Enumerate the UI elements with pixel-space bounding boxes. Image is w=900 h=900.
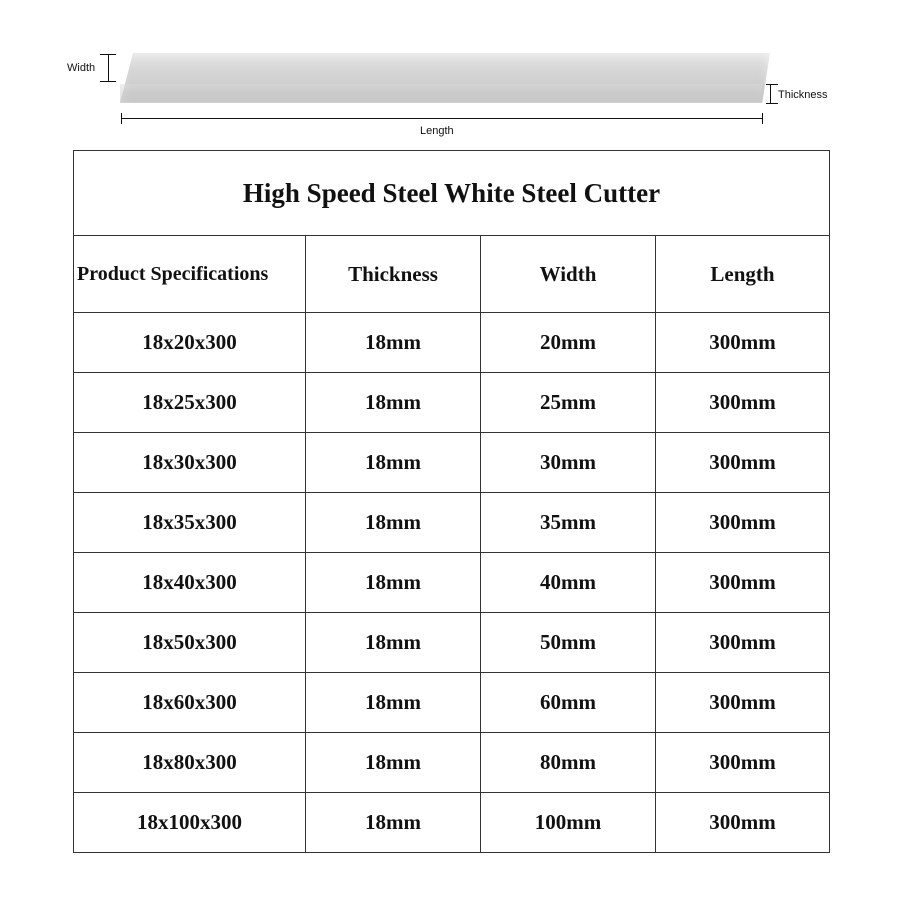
- table-row: [74, 733, 830, 793]
- table-row: [74, 553, 830, 613]
- length-cell: 300mm: [656, 373, 830, 433]
- spec-cell: 18x100x300: [74, 793, 306, 853]
- spec-cell: 18x30x300: [74, 433, 306, 493]
- length-cell: 300mm: [656, 493, 830, 553]
- width-dimension-top-tick: [100, 54, 116, 55]
- table-row: [74, 613, 830, 673]
- thickness-cell: 18mm: [306, 553, 481, 613]
- length-cell: 300mm: [656, 553, 830, 613]
- length-cell: 300mm: [656, 613, 830, 673]
- cutter-dimension-diagram: [0, 0, 900, 145]
- thickness-dimension-line: [770, 84, 771, 103]
- spec-cell: 18x60x300: [74, 673, 306, 733]
- width-cell: 30mm: [481, 433, 656, 493]
- length-dimension-right-tick: [762, 113, 763, 124]
- table-title: High Speed Steel White Steel Cutter: [74, 151, 830, 236]
- thickness-cell: 18mm: [306, 673, 481, 733]
- length-cell: 300mm: [656, 793, 830, 853]
- column-header-width: Width: [481, 236, 656, 313]
- thickness-cell: 18mm: [306, 793, 481, 853]
- length-cell: 300mm: [656, 673, 830, 733]
- thickness-cell: 18mm: [306, 433, 481, 493]
- thickness-cell: 18mm: [306, 373, 481, 433]
- table-row: [74, 493, 830, 553]
- length-dimension-left-tick: [121, 113, 122, 124]
- steel-bar-side-face: [120, 84, 762, 102]
- spec-cell: 18x20x300: [74, 313, 306, 373]
- width-cell: 50mm: [481, 613, 656, 673]
- table-row: [74, 793, 830, 853]
- length-dimension-line: [121, 118, 763, 119]
- table-header-row: [74, 236, 830, 313]
- thickness-cell: 18mm: [306, 613, 481, 673]
- width-cell: 20mm: [481, 313, 656, 373]
- width-label: Width: [67, 62, 96, 74]
- thickness-dimension-bottom-tick: [766, 103, 778, 104]
- width-cell: 40mm: [481, 553, 656, 613]
- table-title-row: [74, 151, 830, 236]
- thickness-label: Thickness: [778, 89, 828, 101]
- thickness-cell: 18mm: [306, 313, 481, 373]
- thickness-cell: 18mm: [306, 493, 481, 553]
- width-cell: 80mm: [481, 733, 656, 793]
- length-cell: 300mm: [656, 433, 830, 493]
- spec-cell: 18x80x300: [74, 733, 306, 793]
- width-dimension-bottom-tick: [100, 81, 116, 82]
- thickness-cell: 18mm: [306, 733, 481, 793]
- column-header-thickness: Thickness: [306, 236, 481, 313]
- spec-cell: 18x50x300: [74, 613, 306, 673]
- table-row: [74, 373, 830, 433]
- table-row: [74, 313, 830, 373]
- width-cell: 25mm: [481, 373, 656, 433]
- width-dimension-line: [108, 54, 109, 82]
- length-label: Length: [420, 125, 454, 137]
- table-row: [74, 433, 830, 493]
- spec-cell: 18x35x300: [74, 493, 306, 553]
- spec-cell: 18x40x300: [74, 553, 306, 613]
- table-row: [74, 673, 830, 733]
- width-cell: 100mm: [481, 793, 656, 853]
- spec-cell: 18x25x300: [74, 373, 306, 433]
- column-header-product-specifications: Product Specifications: [74, 236, 306, 313]
- thickness-dimension-top-tick: [766, 84, 778, 85]
- specification-table: [73, 150, 830, 853]
- column-header-length: Length: [656, 236, 830, 313]
- length-cell: 300mm: [656, 313, 830, 373]
- width-cell: 35mm: [481, 493, 656, 553]
- width-cell: 60mm: [481, 673, 656, 733]
- length-cell: 300mm: [656, 733, 830, 793]
